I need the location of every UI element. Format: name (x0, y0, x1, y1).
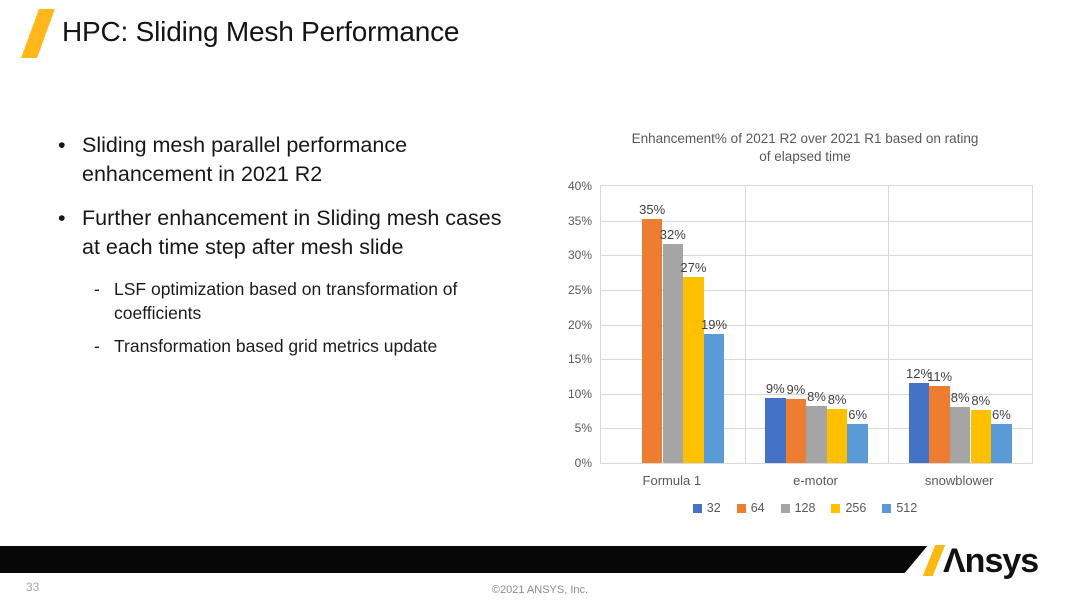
bar (827, 409, 848, 463)
x-axis-label: Formula 1 (642, 473, 702, 488)
enhancement-bar-chart (555, 115, 1055, 525)
data-label: 12% (905, 365, 933, 381)
bullet-text: Sliding mesh parallel performance enhancement in 2021 R2 (82, 133, 408, 186)
data-label: 19% (700, 317, 728, 333)
y-axis-label: 15% (567, 352, 592, 367)
sub-bullet-item (94, 334, 510, 358)
data-label: 6% (991, 406, 1011, 422)
bullet-item (58, 131, 510, 189)
bar (786, 399, 807, 463)
legend-label: 64 (750, 501, 765, 515)
legend-label: 32 (706, 501, 721, 515)
category-separator-line (745, 186, 746, 463)
bullet-item (58, 204, 510, 262)
bullet-marker: - (94, 336, 100, 356)
copyright-text: ©2021 ANSYS, Inc. (491, 584, 589, 596)
data-label: 35% (639, 202, 666, 218)
plot-area (600, 185, 1033, 464)
bar (950, 407, 971, 463)
bullet-marker: - (94, 279, 100, 299)
bar (704, 334, 725, 463)
y-axis-label: 5% (574, 421, 592, 436)
y-axis-label: 20% (567, 317, 592, 332)
bar (683, 277, 704, 463)
gridline (601, 221, 1032, 222)
y-axis-label: 0% (574, 456, 592, 470)
legend-label: 512 (896, 501, 918, 515)
y-axis-label: 25% (567, 282, 592, 297)
bullet-text: LSF optimization based on transformation of coefficients (114, 279, 458, 323)
legend-label: 256 (845, 501, 867, 515)
legend-swatch (882, 504, 891, 513)
data-label: 8% (827, 392, 847, 407)
data-label: 27% (680, 259, 707, 275)
legend-swatch (693, 504, 702, 513)
category-separator-line (888, 186, 889, 463)
bullet-marker: • (58, 206, 66, 230)
x-axis-label: e-motor (793, 473, 838, 488)
ansys-logo-slash-icon (923, 545, 946, 576)
legend-item (737, 501, 765, 515)
legend-item (831, 501, 866, 515)
chart-title-line1: Enhancement% of 2021 R2 over 2021 R1 based on rating (631, 131, 979, 146)
bar (806, 406, 827, 464)
page-number: 33 (26, 580, 40, 594)
bar (971, 410, 992, 463)
y-axis-label: 10% (567, 386, 592, 401)
data-label: 32% (659, 226, 686, 242)
bar (909, 383, 930, 463)
y-axis-label: 40% (567, 179, 592, 193)
legend-swatch (737, 504, 746, 513)
legend-swatch (781, 504, 790, 513)
bar (929, 386, 950, 463)
legend-item (882, 501, 917, 515)
bullet-list (58, 131, 510, 358)
sub-bullet-item (94, 277, 510, 325)
chart-title (585, 130, 1025, 166)
bar (991, 424, 1012, 464)
y-axis-label: 35% (567, 213, 592, 228)
bar (642, 219, 663, 463)
legend-item (781, 501, 816, 515)
bar (663, 244, 684, 464)
legend-swatch (831, 504, 840, 513)
data-label: 8% (807, 388, 826, 404)
slide-title: HPC: Sliding Mesh Performance (62, 16, 460, 47)
bullet-text: Transformation based grid metrics update (114, 336, 438, 356)
data-label: 8% (971, 392, 991, 408)
title-accent-slash-icon (21, 9, 55, 58)
legend-label: 128 (794, 501, 816, 515)
data-label: 11% (927, 369, 953, 385)
bar (847, 424, 868, 464)
data-label: 6% (848, 406, 868, 422)
bullet-text: Further enhancement in Sliding mesh cases at each time step after mesh slide (82, 206, 502, 259)
chart-title-line2: of elapsed time (759, 149, 851, 164)
legend-item (693, 501, 721, 515)
ansys-logo-text: Λnsys (943, 542, 1039, 580)
data-label: 9% (765, 380, 785, 396)
x-axis-label: snowblower (924, 473, 994, 488)
ansys-logo (920, 542, 1075, 580)
bullet-marker: • (58, 133, 66, 157)
bar (765, 398, 786, 463)
data-label: 8% (950, 389, 970, 405)
data-label: 9% (786, 382, 806, 398)
y-axis-label: 30% (567, 248, 592, 263)
chart-legend (555, 501, 1055, 515)
